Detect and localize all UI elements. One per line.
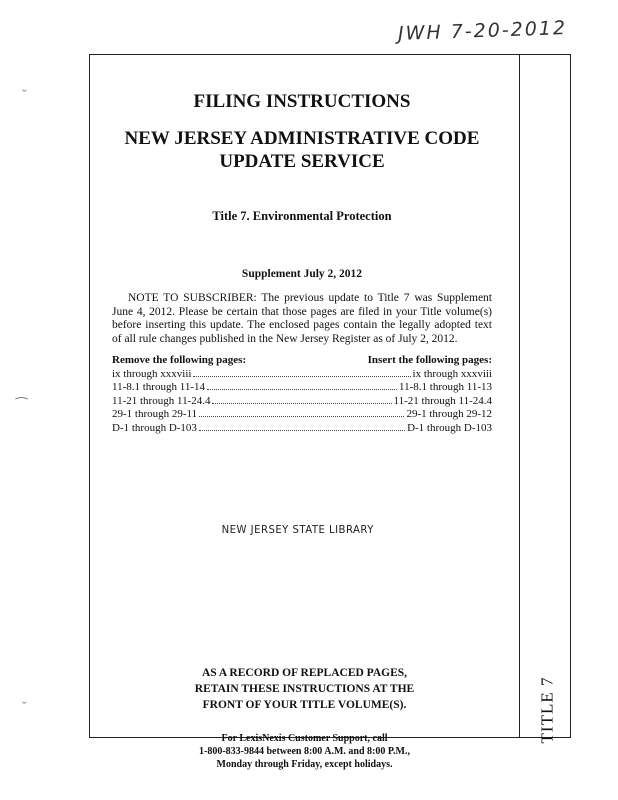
pages-table	[112, 354, 492, 435]
insert-range: 29-1 through 29-12	[406, 408, 492, 420]
title-tab	[532, 675, 562, 745]
dot-leader	[199, 422, 405, 431]
filing-instructions-heading: FILING INSTRUCTIONS	[193, 91, 411, 112]
punch-hole-mark-top: ˇ	[22, 88, 27, 103]
handwritten-annotation: JWH 7-20-2012	[397, 17, 568, 45]
remove-header: Remove the following pages:	[112, 354, 247, 366]
table-row	[112, 381, 492, 395]
punch-hole-mark-middle: ⁀	[16, 399, 28, 414]
retain-line-1: AS A RECORD OF REPLACED PAGES,	[201, 667, 408, 679]
retain-line-2: RETAIN THESE INSTRUCTIONS AT THE	[194, 683, 415, 695]
customer-support-info	[90, 732, 519, 771]
dot-leader	[207, 381, 397, 390]
code-heading	[112, 127, 492, 173]
remove-range: D-1 through D-103	[112, 421, 197, 434]
retain-line-3: FRONT OF YOUR TITLE VOLUME(S).	[202, 699, 407, 711]
supplement-date: Supplement July 2, 2012	[241, 268, 363, 280]
page-frame	[89, 54, 571, 770]
punch-hole-mark-bottom: ˘	[22, 700, 27, 715]
table-row	[112, 422, 492, 436]
insert-range: D-1 through D-103	[407, 421, 492, 434]
dot-leader	[199, 408, 404, 417]
instructions-content	[112, 85, 492, 435]
retain-notice	[90, 665, 519, 713]
remove-range: 11-8.1 through 11-14	[112, 381, 205, 393]
insert-header: Insert the following pages:	[367, 354, 492, 366]
remove-range: ix through xxxviii	[112, 367, 192, 380]
table-row	[112, 395, 492, 409]
insert-range: 11-21 through 11-24.4	[393, 394, 492, 407]
support-line-1: For LexisNexis Customer Support, call	[221, 733, 388, 744]
tab-divider-line	[519, 55, 520, 737]
title-subheading: Title 7. Environmental Protection	[212, 209, 392, 223]
remove-range: 29-1 through 29-11	[112, 408, 198, 420]
table-row	[112, 368, 492, 382]
code-heading-line-2: UPDATE SERVICE	[219, 151, 385, 172]
support-line-2: 1-800-833-9844 between 8:00 A.M. and 8:00 P.M.,	[198, 746, 410, 757]
remove-range: 11-21 through 11-24.4	[112, 394, 211, 407]
subscriber-note: NOTE TO SUBSCRIBER: The previous update to Title 7 was Supplement June 4, 2012. Please be certain that those pages are filed in your Title volume(s) before inserting this update. The enclosed pages contain the legally adopted text of all rule changes published in the New Jersey Register as of July 2, 2012.	[112, 292, 492, 345]
support-line-3: Monday through Friday, except holidays.	[216, 759, 393, 770]
table-row	[112, 408, 492, 422]
insert-range: ix through xxxviii	[412, 367, 492, 380]
code-heading-line-1: NEW JERSEY ADMINISTRATIVE CODE	[124, 128, 480, 149]
dot-leader	[212, 395, 391, 404]
title-tab-label: TITLE 7	[537, 676, 557, 744]
insert-range: 11-8.1 through 11-13	[399, 381, 492, 393]
dot-leader	[193, 368, 410, 377]
pages-table-header	[112, 354, 492, 368]
library-stamp: NEW JERSEY STATE LIBRARY	[221, 523, 374, 536]
